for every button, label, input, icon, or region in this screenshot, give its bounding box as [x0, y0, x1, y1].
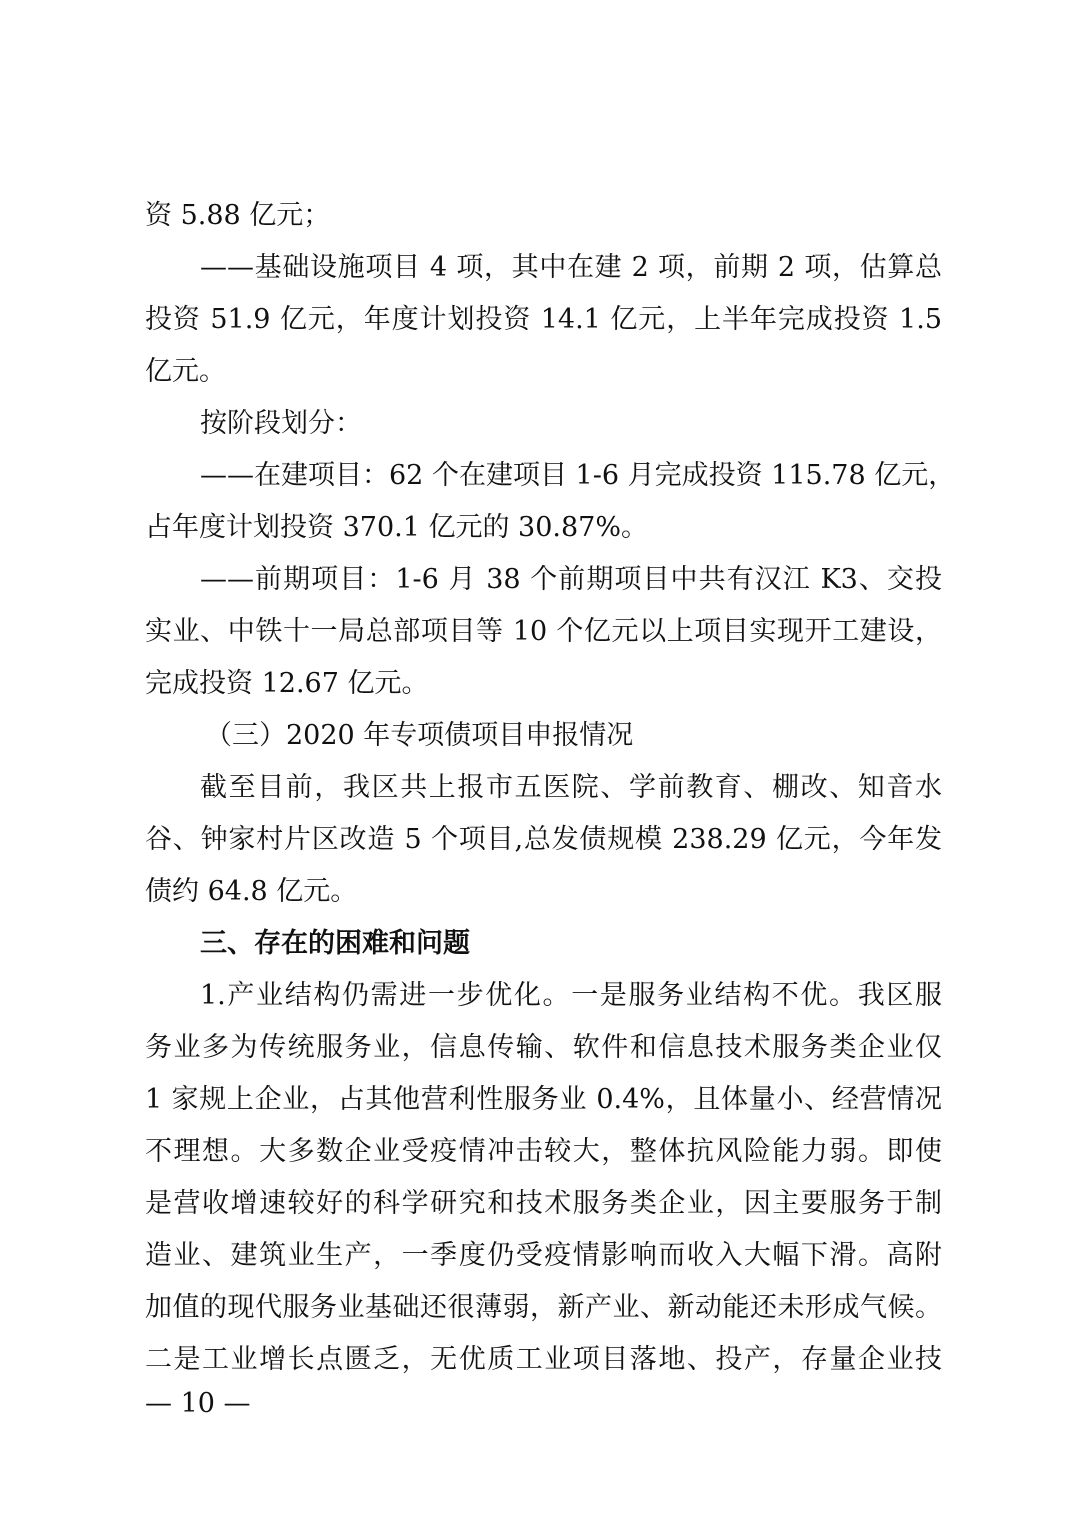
text-line: 按阶段划分：: [200, 408, 362, 439]
text-line: 实业、中铁十一局总部项目等 10 个亿元以上项目实现开工建设，: [145, 616, 942, 647]
text-line: 不理想。大多数企业受疫情冲击较大，整体抗风险能力弱。即使: [145, 1136, 942, 1167]
text-line: 债约 64.8 亿元。: [145, 876, 358, 907]
text-line: 占年度计划投资 370.1 亿元的 30.87%。: [145, 512, 648, 543]
text-line: 造业、建筑业生产，一季度仍受疫情影响而收入大幅下滑。高附: [145, 1240, 942, 1271]
text-line: 二是工业增长点匮乏，无优质工业项目落地、投产，存量企业技: [145, 1344, 942, 1375]
text-line: 务业多为传统服务业，信息传输、软件和信息技术服务类企业仅: [145, 1032, 942, 1063]
text-line: 亿元。: [145, 356, 226, 387]
text-line: ——前期项目：1-6 月 38 个前期项目中共有汉江 K3、交投: [200, 564, 942, 595]
text-line: 1 家规上企业，占其他营利性服务业 0.4%，且体量小、经营情况: [145, 1084, 942, 1115]
text-line: 是营收增速较好的科学研究和技术服务类企业，因主要服务于制: [145, 1188, 942, 1219]
text-line: 加值的现代服务业基础还很薄弱，新产业、新动能还未形成气候。: [145, 1292, 942, 1323]
text-line: 资 5.88 亿元；: [145, 200, 331, 231]
text-line: ——基础设施项目 4 项，其中在建 2 项，前期 2 项，估算总: [200, 252, 942, 283]
text-line: 截至目前，我区共上报市五医院、学前教育、棚改、知音水: [200, 772, 942, 803]
text-line: 1.产业结构仍需进一步优化。一是服务业结构不优。我区服: [200, 980, 942, 1011]
chapter-heading: 三、存在的困难和问题: [200, 928, 470, 959]
section-heading: （三）2020 年专项债项目申报情况: [205, 720, 634, 751]
page-number: — 10 —: [145, 1388, 251, 1419]
text-line: ——在建项目：62 个在建项目 1-6 月完成投资 115.78 亿元，: [200, 460, 956, 491]
text-line: 谷、钟家村片区改造 5 个项目,总发债规模 238.29 亿元，今年发: [145, 824, 942, 855]
text-line: 完成投资 12.67 亿元。: [145, 668, 429, 699]
text-line: 投资 51.9 亿元，年度计划投资 14.1 亿元，上半年完成投资 1.5: [145, 304, 942, 335]
